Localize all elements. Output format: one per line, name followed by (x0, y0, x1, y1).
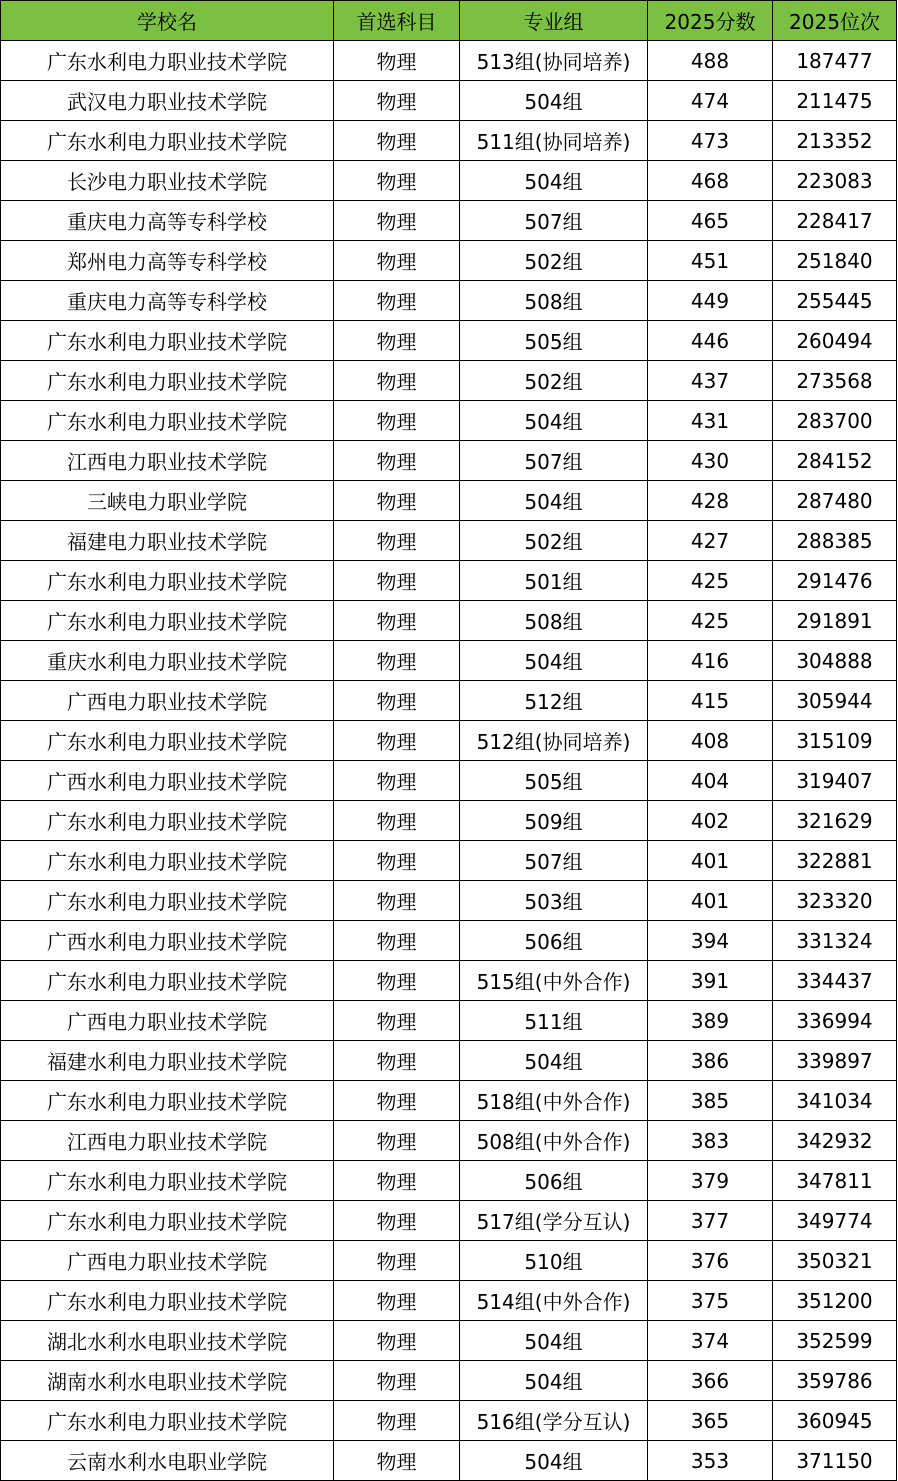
cell-score-2025: 430 (648, 441, 773, 481)
cell-school-name: 湖北水利水电职业技术学院 (1, 1321, 334, 1361)
cell-score-2025: 474 (648, 81, 773, 121)
column-header-rank-2025: 2025位次 (773, 1, 897, 41)
cell-school-name: 广东水利电力职业技术学院 (1, 41, 334, 81)
cell-school-name: 三峡电力职业学院 (1, 481, 334, 521)
cell-major-group: 503组 (460, 881, 648, 921)
cell-rank-2025: 319407 (773, 761, 897, 801)
table-row (1, 521, 897, 561)
cell-rank-2025: 273568 (773, 361, 897, 401)
cell-score-2025: 416 (648, 641, 773, 681)
table-row (1, 881, 897, 921)
cell-rank-2025: 291891 (773, 601, 897, 641)
table-row (1, 681, 897, 721)
table-row (1, 921, 897, 961)
table-header (1, 1, 897, 41)
cell-first-subject: 物理 (334, 1201, 460, 1241)
table-row (1, 1401, 897, 1441)
cell-major-group: 508组(中外合作) (460, 1121, 648, 1161)
cell-school-name: 广东水利电力职业技术学院 (1, 321, 334, 361)
cell-score-2025: 468 (648, 161, 773, 201)
cell-rank-2025: 323320 (773, 881, 897, 921)
cell-score-2025: 386 (648, 1041, 773, 1081)
cell-first-subject: 物理 (334, 641, 460, 681)
column-header-major-group: 专业组 (460, 1, 648, 41)
cell-first-subject: 物理 (334, 361, 460, 401)
cell-major-group: 507组 (460, 201, 648, 241)
cell-first-subject: 物理 (334, 841, 460, 881)
cell-school-name: 广西电力职业技术学院 (1, 1241, 334, 1281)
cell-major-group: 502组 (460, 241, 648, 281)
cell-first-subject: 物理 (334, 1161, 460, 1201)
table-row (1, 241, 897, 281)
cell-first-subject: 物理 (334, 481, 460, 521)
cell-major-group: 504组 (460, 1441, 648, 1481)
cell-rank-2025: 359786 (773, 1361, 897, 1401)
cell-school-name: 广西水利电力职业技术学院 (1, 761, 334, 801)
cell-first-subject: 物理 (334, 281, 460, 321)
cell-rank-2025: 213352 (773, 121, 897, 161)
cell-first-subject: 物理 (334, 761, 460, 801)
cell-school-name: 广东水利电力职业技术学院 (1, 1281, 334, 1321)
cell-first-subject: 物理 (334, 161, 460, 201)
cell-rank-2025: 321629 (773, 801, 897, 841)
cell-major-group: 501组 (460, 561, 648, 601)
column-header-score-2025: 2025分数 (648, 1, 773, 41)
cell-score-2025: 365 (648, 1401, 773, 1441)
cell-major-group: 504组 (460, 81, 648, 121)
cell-first-subject: 物理 (334, 1441, 460, 1481)
cell-rank-2025: 331324 (773, 921, 897, 961)
cell-rank-2025: 360945 (773, 1401, 897, 1441)
cell-score-2025: 408 (648, 721, 773, 761)
cell-score-2025: 379 (648, 1161, 773, 1201)
cell-school-name: 广东水利电力职业技术学院 (1, 561, 334, 601)
cell-rank-2025: 352599 (773, 1321, 897, 1361)
cell-first-subject: 物理 (334, 601, 460, 641)
cell-school-name: 广东水利电力职业技术学院 (1, 1161, 334, 1201)
column-header-first-subject: 首选科目 (334, 1, 460, 41)
cell-score-2025: 415 (648, 681, 773, 721)
cell-school-name: 重庆电力高等专科学校 (1, 201, 334, 241)
cell-school-name: 广东水利电力职业技术学院 (1, 1401, 334, 1441)
cell-score-2025: 389 (648, 1001, 773, 1041)
column-header-school-name: 学校名 (1, 1, 334, 41)
cell-major-group: 506组 (460, 921, 648, 961)
table-row (1, 121, 897, 161)
table-row (1, 1001, 897, 1041)
table-row (1, 441, 897, 481)
table-row (1, 161, 897, 201)
cell-rank-2025: 305944 (773, 681, 897, 721)
cell-score-2025: 427 (648, 521, 773, 561)
table-row (1, 1161, 897, 1201)
cell-major-group: 515组(中外合作) (460, 961, 648, 1001)
cell-score-2025: 451 (648, 241, 773, 281)
cell-rank-2025: 322881 (773, 841, 897, 881)
cell-school-name: 郑州电力高等专科学校 (1, 241, 334, 281)
cell-score-2025: 428 (648, 481, 773, 521)
cell-score-2025: 465 (648, 201, 773, 241)
cell-rank-2025: 251840 (773, 241, 897, 281)
cell-first-subject: 物理 (334, 441, 460, 481)
cell-score-2025: 394 (648, 921, 773, 961)
table-row (1, 1281, 897, 1321)
cell-major-group: 511组(协同培养) (460, 121, 648, 161)
table-row (1, 1241, 897, 1281)
cell-school-name: 广东水利电力职业技术学院 (1, 601, 334, 641)
cell-rank-2025: 336994 (773, 1001, 897, 1041)
cell-school-name: 广东水利电力职业技术学院 (1, 961, 334, 1001)
table-row (1, 1321, 897, 1361)
header-row (1, 1, 897, 41)
cell-first-subject: 物理 (334, 41, 460, 81)
cell-score-2025: 425 (648, 561, 773, 601)
cell-first-subject: 物理 (334, 1121, 460, 1161)
cell-first-subject: 物理 (334, 921, 460, 961)
table-body (1, 41, 897, 1481)
cell-major-group: 507组 (460, 841, 648, 881)
table-row (1, 801, 897, 841)
cell-rank-2025: 288385 (773, 521, 897, 561)
cell-major-group: 504组 (460, 401, 648, 441)
cell-school-name: 重庆电力高等专科学校 (1, 281, 334, 321)
cell-rank-2025: 341034 (773, 1081, 897, 1121)
cell-rank-2025: 334437 (773, 961, 897, 1001)
cell-school-name: 广东水利电力职业技术学院 (1, 1201, 334, 1241)
cell-major-group: 511组 (460, 1001, 648, 1041)
cell-score-2025: 375 (648, 1281, 773, 1321)
cell-score-2025: 376 (648, 1241, 773, 1281)
cell-score-2025: 402 (648, 801, 773, 841)
cell-first-subject: 物理 (334, 1041, 460, 1081)
cell-first-subject: 物理 (334, 321, 460, 361)
cell-rank-2025: 350321 (773, 1241, 897, 1281)
cell-school-name: 广东水利电力职业技术学院 (1, 881, 334, 921)
cell-score-2025: 377 (648, 1201, 773, 1241)
cell-first-subject: 物理 (334, 1321, 460, 1361)
cell-score-2025: 425 (648, 601, 773, 641)
cell-rank-2025: 371150 (773, 1441, 897, 1481)
cell-rank-2025: 283700 (773, 401, 897, 441)
cell-rank-2025: 211475 (773, 81, 897, 121)
cell-major-group: 507组 (460, 441, 648, 481)
table-row (1, 841, 897, 881)
cell-school-name: 武汉电力职业技术学院 (1, 81, 334, 121)
table-row (1, 1201, 897, 1241)
cell-first-subject: 物理 (334, 121, 460, 161)
table-row (1, 1081, 897, 1121)
cell-major-group: 504组 (460, 1041, 648, 1081)
cell-score-2025: 404 (648, 761, 773, 801)
cell-rank-2025: 315109 (773, 721, 897, 761)
cell-school-name: 江西电力职业技术学院 (1, 1121, 334, 1161)
cell-first-subject: 物理 (334, 1241, 460, 1281)
cell-rank-2025: 347811 (773, 1161, 897, 1201)
cell-rank-2025: 255445 (773, 281, 897, 321)
cell-major-group: 505组 (460, 321, 648, 361)
cell-score-2025: 366 (648, 1361, 773, 1401)
cell-first-subject: 物理 (334, 681, 460, 721)
cell-first-subject: 物理 (334, 241, 460, 281)
cell-major-group: 502组 (460, 361, 648, 401)
cell-major-group: 504组 (460, 161, 648, 201)
table-row (1, 961, 897, 1001)
cell-school-name: 重庆水利电力职业技术学院 (1, 641, 334, 681)
table-row (1, 41, 897, 81)
cell-major-group: 518组(中外合作) (460, 1081, 648, 1121)
cell-score-2025: 449 (648, 281, 773, 321)
cell-score-2025: 401 (648, 841, 773, 881)
cell-school-name: 广东水利电力职业技术学院 (1, 841, 334, 881)
cell-school-name: 广西电力职业技术学院 (1, 681, 334, 721)
cell-major-group: 504组 (460, 1361, 648, 1401)
cell-rank-2025: 349774 (773, 1201, 897, 1241)
cell-major-group: 509组 (460, 801, 648, 841)
cell-score-2025: 401 (648, 881, 773, 921)
cell-school-name: 广东水利电力职业技术学院 (1, 1081, 334, 1121)
cell-school-name: 江西电力职业技术学院 (1, 441, 334, 481)
cell-rank-2025: 187477 (773, 41, 897, 81)
cell-school-name: 广西水利电力职业技术学院 (1, 921, 334, 961)
cell-score-2025: 473 (648, 121, 773, 161)
cell-school-name: 湖南水利水电职业技术学院 (1, 1361, 334, 1401)
cell-school-name: 广东水利电力职业技术学院 (1, 801, 334, 841)
cell-score-2025: 391 (648, 961, 773, 1001)
cell-rank-2025: 304888 (773, 641, 897, 681)
cell-rank-2025: 223083 (773, 161, 897, 201)
table-row (1, 1041, 897, 1081)
table-row (1, 201, 897, 241)
cell-school-name: 广东水利电力职业技术学院 (1, 721, 334, 761)
cell-school-name: 福建水利电力职业技术学院 (1, 1041, 334, 1081)
cell-major-group: 512组(协同培养) (460, 721, 648, 761)
cell-first-subject: 物理 (334, 1401, 460, 1441)
table-row (1, 401, 897, 441)
table-row (1, 561, 897, 601)
cell-major-group: 504组 (460, 481, 648, 521)
table-row (1, 1121, 897, 1161)
cell-first-subject: 物理 (334, 721, 460, 761)
cell-school-name: 广东水利电力职业技术学院 (1, 121, 334, 161)
cell-score-2025: 374 (648, 1321, 773, 1361)
cell-major-group: 504组 (460, 1321, 648, 1361)
cell-major-group: 502组 (460, 521, 648, 561)
cell-score-2025: 437 (648, 361, 773, 401)
cell-major-group: 517组(学分互认) (460, 1201, 648, 1241)
cell-school-name: 云南水利水电职业学院 (1, 1441, 334, 1481)
cell-score-2025: 385 (648, 1081, 773, 1121)
cell-school-name: 长沙电力职业技术学院 (1, 161, 334, 201)
cell-first-subject: 物理 (334, 1361, 460, 1401)
cell-first-subject: 物理 (334, 961, 460, 1001)
cell-first-subject: 物理 (334, 401, 460, 441)
cell-major-group: 505组 (460, 761, 648, 801)
cell-score-2025: 446 (648, 321, 773, 361)
cell-first-subject: 物理 (334, 1281, 460, 1321)
cell-major-group: 508组 (460, 601, 648, 641)
cell-score-2025: 488 (648, 41, 773, 81)
table-row (1, 321, 897, 361)
cell-major-group: 506组 (460, 1161, 648, 1201)
cell-rank-2025: 339897 (773, 1041, 897, 1081)
cell-rank-2025: 342932 (773, 1121, 897, 1161)
cell-major-group: 504组 (460, 641, 648, 681)
cell-major-group: 508组 (460, 281, 648, 321)
cell-school-name: 广东水利电力职业技术学院 (1, 361, 334, 401)
cell-school-name: 广东水利电力职业技术学院 (1, 401, 334, 441)
cell-rank-2025: 291476 (773, 561, 897, 601)
cell-first-subject: 物理 (334, 561, 460, 601)
cell-school-name: 广西电力职业技术学院 (1, 1001, 334, 1041)
cell-score-2025: 431 (648, 401, 773, 441)
cell-first-subject: 物理 (334, 881, 460, 921)
table-row (1, 481, 897, 521)
table-row (1, 641, 897, 681)
cell-first-subject: 物理 (334, 521, 460, 561)
table-row (1, 361, 897, 401)
cell-first-subject: 物理 (334, 201, 460, 241)
table-row (1, 761, 897, 801)
table-row (1, 601, 897, 641)
table-row (1, 281, 897, 321)
cell-rank-2025: 284152 (773, 441, 897, 481)
cell-major-group: 514组(中外合作) (460, 1281, 648, 1321)
cell-rank-2025: 260494 (773, 321, 897, 361)
cell-major-group: 512组 (460, 681, 648, 721)
cell-first-subject: 物理 (334, 801, 460, 841)
cell-school-name: 福建电力职业技术学院 (1, 521, 334, 561)
cell-score-2025: 383 (648, 1121, 773, 1161)
table-row (1, 1441, 897, 1481)
cell-first-subject: 物理 (334, 1081, 460, 1121)
cell-major-group: 510组 (460, 1241, 648, 1281)
cell-rank-2025: 228417 (773, 201, 897, 241)
cell-score-2025: 353 (648, 1441, 773, 1481)
cell-major-group: 513组(协同培养) (460, 41, 648, 81)
table-row (1, 81, 897, 121)
cell-rank-2025: 351200 (773, 1281, 897, 1321)
cell-rank-2025: 287480 (773, 481, 897, 521)
cell-first-subject: 物理 (334, 1001, 460, 1041)
cell-first-subject: 物理 (334, 81, 460, 121)
table-row (1, 721, 897, 761)
cell-major-group: 516组(学分互认) (460, 1401, 648, 1441)
table-row (1, 1361, 897, 1401)
